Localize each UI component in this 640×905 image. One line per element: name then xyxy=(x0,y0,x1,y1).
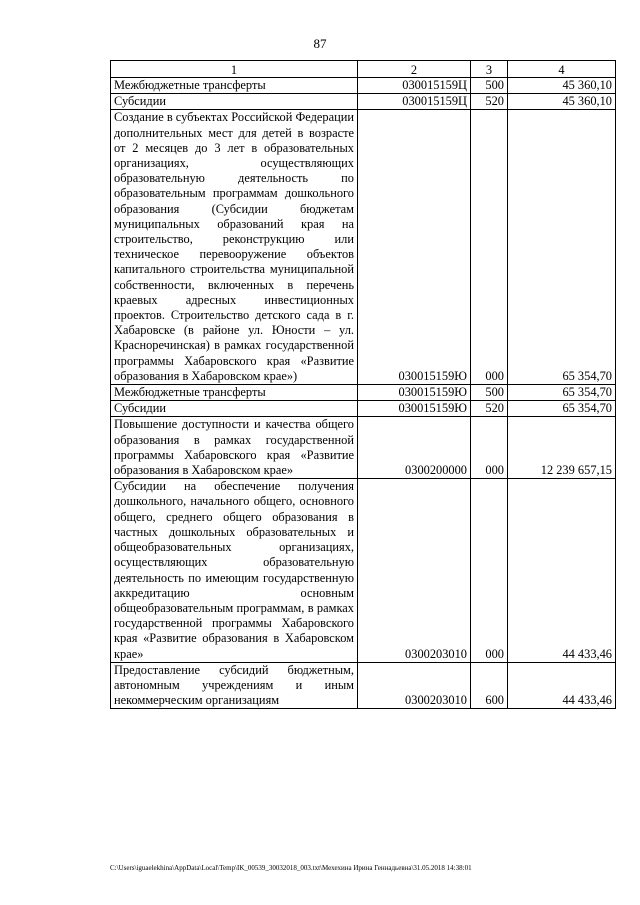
table-header-row xyxy=(111,61,616,78)
row-amount: 45 360,10 xyxy=(508,78,616,94)
row-code: 0300200000 xyxy=(358,417,471,479)
table-row xyxy=(111,110,616,385)
row-name: Субсидии xyxy=(111,401,358,417)
row-vr: 000 xyxy=(471,479,508,662)
table-row xyxy=(111,662,616,709)
table-row xyxy=(111,94,616,110)
row-name: Предоставление субсидий бюджетным, автономным учреждениям и иным некоммерческим организациям xyxy=(111,662,358,709)
row-code: 0300203010 xyxy=(358,479,471,662)
row-amount: 12 239 657,15 xyxy=(508,417,616,479)
row-amount: 44 433,46 xyxy=(508,479,616,662)
column-header-2: 2 xyxy=(358,61,471,78)
column-header-4: 4 xyxy=(508,61,616,78)
row-code: 030015159Ц xyxy=(358,94,471,110)
row-vr: 000 xyxy=(471,110,508,385)
row-name: Создание в субъектах Российской Федерации дополнительных мест для детей в возрасте от 2 месяцев до 3 лет в образовательных организациях, осуществляющих образовательную деятельность по образовательным программам дошкольного образования (Субсидии бюджетам муниципальных образований края на строительство, реконструкцию или техническое перевооружение объектов капитального строительства муниципальной собственности, включенных в перечень краевых адресных инвестиционных проектов. Строительство детского сада в г. Хабаровске (в районе ул. Юности – ул. Красноречинская) в рамках государственной программы Хабаровского края «Развитие образования в Хабаровском крае») xyxy=(111,110,358,385)
row-name: Субсидии на обеспечение получения дошкольного, начального общего, основного общего, среднего общего образования в частных дошкольных образовательных и общеобразовательных организациях, осуществляющих образовательную деятельность по имеющим государственную аккредитацию основным общеобразовательным программам, в рамках государственной программы Хабаровского края «Развитие образования в Хабаровском крае» xyxy=(111,479,358,662)
row-vr: 500 xyxy=(471,78,508,94)
row-name: Межбюджетные трансферты xyxy=(111,78,358,94)
row-vr: 600 xyxy=(471,662,508,709)
row-name: Субсидии xyxy=(111,94,358,110)
row-vr: 500 xyxy=(471,385,508,401)
budget-table xyxy=(110,60,616,709)
table-row xyxy=(111,78,616,94)
row-vr: 000 xyxy=(471,417,508,479)
row-name: Повышение доступности и качества общего образования в рамках государственной программы Хабаровского края «Развитие образования в Хабаровском крае» xyxy=(111,417,358,479)
table-row xyxy=(111,417,616,479)
row-name: Межбюджетные трансферты xyxy=(111,385,358,401)
row-amount: 65 354,70 xyxy=(508,385,616,401)
row-amount: 65 354,70 xyxy=(508,401,616,417)
row-amount: 44 433,46 xyxy=(508,662,616,709)
row-vr: 520 xyxy=(471,94,508,110)
table-row xyxy=(111,385,616,401)
row-amount: 45 360,10 xyxy=(508,94,616,110)
column-header-1: 1 xyxy=(111,61,358,78)
page-number: 87 xyxy=(313,36,327,51)
table-row xyxy=(111,401,616,417)
row-code: 030015159Ю xyxy=(358,110,471,385)
row-code: 030015159Ю xyxy=(358,385,471,401)
file-path-footer: C:\Users\iguaelekhina\AppData\Local\Temp\IK_00539_30032018_003.txt\Мехехина Ирина Геннадьевна\31.05.2018 14:38:01 xyxy=(110,864,472,872)
row-code: 030015159Ю xyxy=(358,401,471,417)
row-amount: 65 354,70 xyxy=(508,110,616,385)
column-header-3: 3 xyxy=(471,61,508,78)
row-code: 030015159Ц xyxy=(358,78,471,94)
row-code: 0300203010 xyxy=(358,662,471,709)
row-vr: 520 xyxy=(471,401,508,417)
table-row xyxy=(111,479,616,662)
